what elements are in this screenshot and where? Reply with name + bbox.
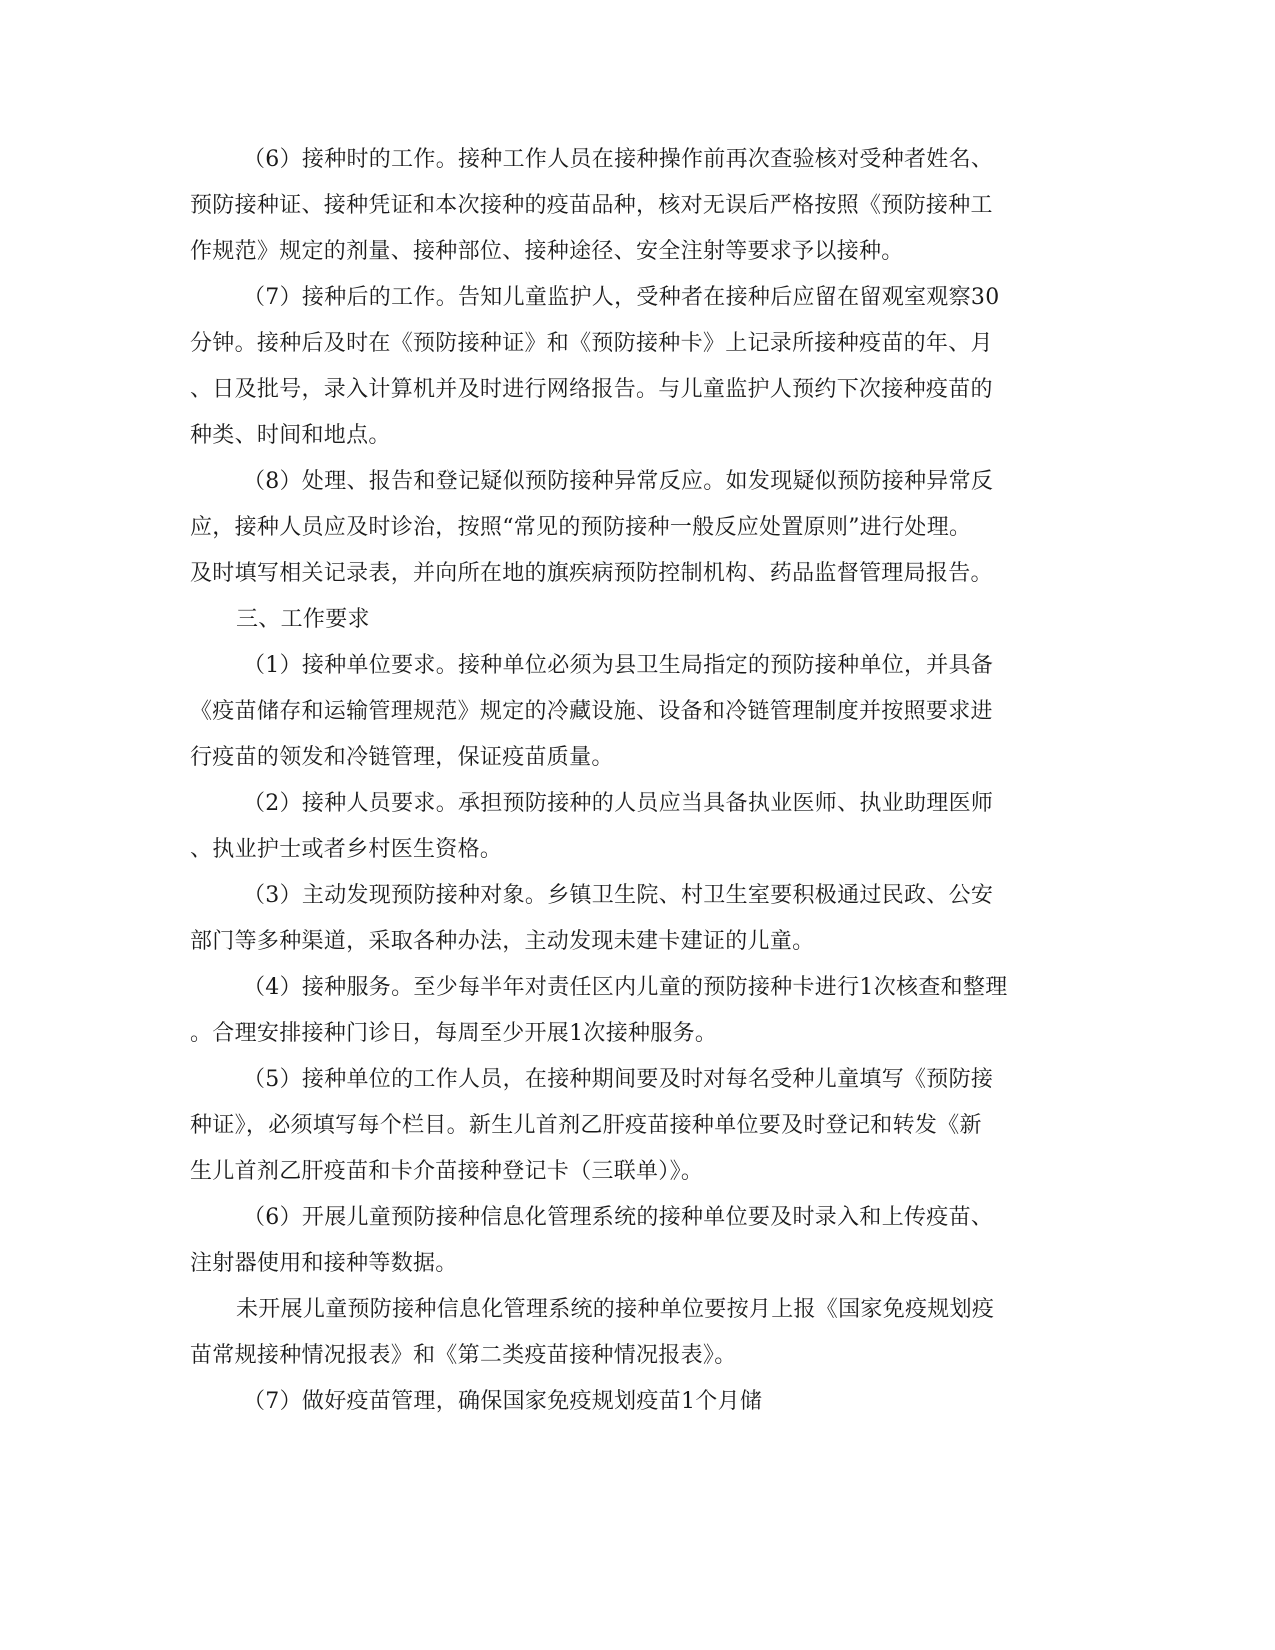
text-line: （8）处理、报告和登记疑似预防接种异常反应。如发现疑似预防接种异常反 (243, 469, 994, 494)
text-line: 种类、时间和地点。 (190, 423, 391, 448)
text-line: （6）接种时的工作。接种工作人员在接种操作前再次查验核对受种者姓名、 (243, 147, 994, 172)
text-line: （6）开展儿童预防接种信息化管理系统的接种单位要及时录入和上传疫苗、 (243, 1205, 994, 1230)
text-line: （1）接种单位要求。接种单位必须为县卫生局指定的预防接种单位，并具备 (243, 653, 994, 678)
text-line: 作规范》规定的剂量、接种部位、接种途径、安全注射等要求予以接种。 (190, 239, 904, 264)
text-line: 应，接种人员应及时诊治，按照“常见的预防接种一般反应处置原则”进行处理。 (190, 515, 972, 540)
text-line: 。合理安排接种门诊日，每周至少开展1次接种服务。 (190, 1021, 718, 1046)
text-line: （7）做好疫苗管理，确保国家免疫规划疫苗1个月储 (243, 1389, 763, 1414)
text-line: （3）主动发现预防接种对象。乡镇卫生院、村卫生室要积极通过民政、公安 (243, 883, 994, 908)
text-line: 种证》，必须填写每个栏目。新生儿首剂乙肝疫苗接种单位要及时登记和转发《新 (190, 1113, 982, 1138)
text-line: 生儿首剂乙肝疫苗和卡介苗接种登记卡（三联单）》。 (190, 1159, 704, 1184)
text-line: 及时填写相关记录表，并向所在地的旗疾病预防控制机构、药品监督管理局报告。 (190, 561, 993, 586)
text-line: 注射器使用和接种等数据。 (190, 1251, 458, 1276)
section-heading: 三、工作要求 (236, 607, 370, 632)
text-line: 预防接种证、接种凭证和本次接种的疫苗品种，核对无误后严格按照《预防接种工 (190, 193, 993, 218)
text-line: 《疫苗储存和运输管理规范》规定的冷藏设施、设备和冷链管理制度并按照要求进 (190, 699, 993, 724)
text-line: （4）接种服务。至少每半年对责任区内儿童的预防接种卡进行1次核查和整理 (243, 975, 1008, 1000)
text-line: 行疫苗的领发和冷链管理，保证疫苗质量。 (190, 745, 614, 770)
text-line: 分钟。接种后及时在《预防接种证》和《预防接种卡》上记录所接种疫苗的年、月 (190, 331, 993, 356)
text-line: 、日及批号，录入计算机并及时进行网络报告。与儿童监护人预约下次接种疫苗的 (190, 377, 993, 402)
text-line: （7）接种后的工作。告知儿童监护人，受种者在接种后应留在留观室观察30 (243, 285, 1000, 310)
text-line: 部门等多种渠道，采取各种办法，主动发现未建卡建证的儿童。 (190, 929, 815, 954)
text-line: （5）接种单位的工作人员，在接种期间要及时对每名受种儿童填写《预防接 (243, 1067, 994, 1092)
text-line: 、执业护士或者乡村医生资格。 (190, 837, 503, 862)
text-line: 苗常规接种情况报表》和《第二类疫苗接种情况报表》。 (190, 1343, 737, 1368)
text-line: （2）接种人员要求。承担预防接种的人员应当具备执业医师、执业助理医师 (243, 791, 994, 816)
text-line: 未开展儿童预防接种信息化管理系统的接种单位要按月上报《国家免疫规划疫 (236, 1297, 995, 1322)
